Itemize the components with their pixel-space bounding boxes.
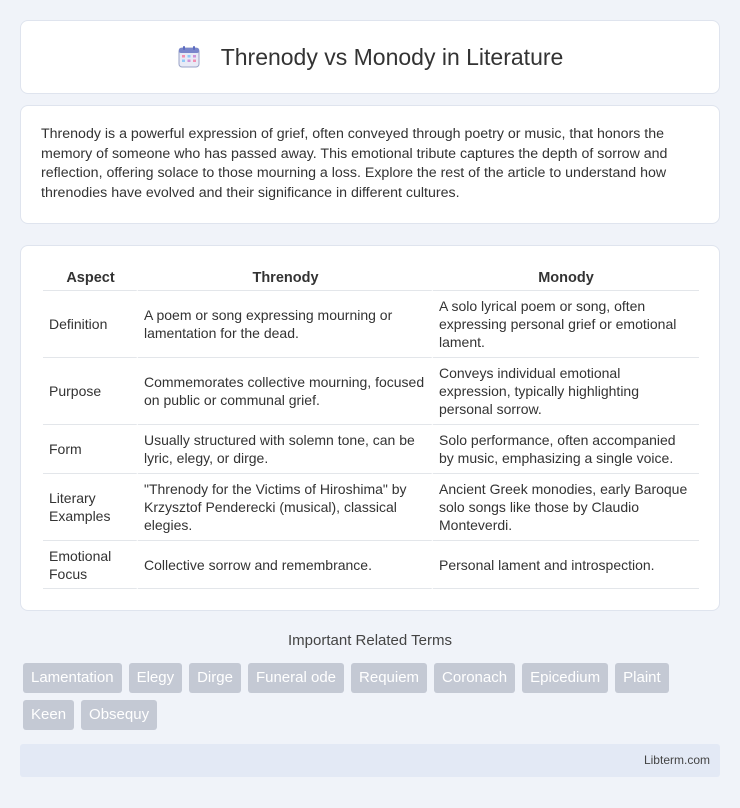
header-aspect: Aspect (66, 270, 115, 286)
tag-dirge[interactable]: Dirge (189, 663, 241, 693)
intro-text: Threnody is a powerful expression of grief, often conveyed through poetry or music, that honors the memory of someone who has passed away. This emotional tribute captures the depth of sorrow and reflection, offering solace to those mourning a loss. Explore the rest of the article to understand how threnodies have evolved and their significance in different cultures. (41, 126, 668, 201)
row-threnody: Commemorates collective mourning, focused on public or communal grief. (138, 357, 433, 424)
row-monody: Personal lament and introspection. (433, 540, 699, 589)
tag-lamentation[interactable]: Lamentation (23, 663, 122, 693)
tag-funeral-ode[interactable]: Funeral ode (248, 663, 344, 693)
table-row (43, 424, 699, 473)
row-threnody: Collective sorrow and remembrance. (138, 540, 433, 589)
row-threnody: A poem or song expressing mourning or lamentation for the dead. (138, 290, 433, 357)
footer-site-link[interactable]: Libterm.com (643, 753, 710, 767)
row-monody: A solo lyrical poem or song, often expressing personal grief or emotional lament. (433, 290, 699, 357)
table-row (43, 473, 699, 540)
header-monody: Monody (538, 270, 594, 286)
tag-plaint[interactable]: Plaint (615, 663, 669, 693)
row-aspect: Purpose (43, 357, 138, 424)
header-threnody: Threnody (252, 270, 319, 286)
row-threnody: "Threnody for the Victims of Hiroshima" by Krzysztof Penderecki (musical), classical elegies. (138, 473, 433, 540)
tag-coronach[interactable]: Coronach (434, 663, 515, 693)
table-row (43, 357, 699, 424)
intro-card (20, 105, 720, 224)
tag-obsequy[interactable]: Obsequy (81, 700, 157, 730)
tag-requiem[interactable]: Requiem (351, 663, 427, 693)
title-wrap (177, 44, 564, 71)
row-threnody: Usually structured with solemn tone, can be lyric, elegy, or dirge. (138, 424, 433, 473)
related-terms-tags (23, 663, 703, 730)
calendar-icon (177, 45, 201, 69)
row-monody: Solo performance, often accompanied by music, emphasizing a single voice. (433, 424, 699, 473)
table-row (43, 540, 699, 589)
table-row (43, 290, 699, 357)
tag-keen[interactable]: Keen (23, 700, 74, 730)
tag-elegy[interactable]: Elegy (129, 663, 183, 693)
header-card (20, 20, 720, 94)
row-monody: Ancient Greek monodies, early Baroque solo songs like those by Claudio Monteverdi. (433, 473, 699, 540)
row-aspect: Definition (43, 290, 138, 357)
tag-epicedium[interactable]: Epicedium (522, 663, 608, 693)
page-title: Threnody vs Monody in Literature (220, 43, 564, 70)
row-aspect: Form (43, 424, 138, 473)
row-monody: Conveys individual emotional expression, typically highlighting personal sorrow. (433, 357, 699, 424)
comparison-table (43, 266, 699, 589)
footer (20, 744, 720, 777)
row-aspect: Emotional Focus (43, 540, 138, 589)
table-header-row (43, 266, 699, 290)
row-aspect: Literary Examples (43, 473, 138, 540)
related-terms-title: Important Related Terms (288, 632, 452, 649)
comparison-card (20, 245, 720, 611)
